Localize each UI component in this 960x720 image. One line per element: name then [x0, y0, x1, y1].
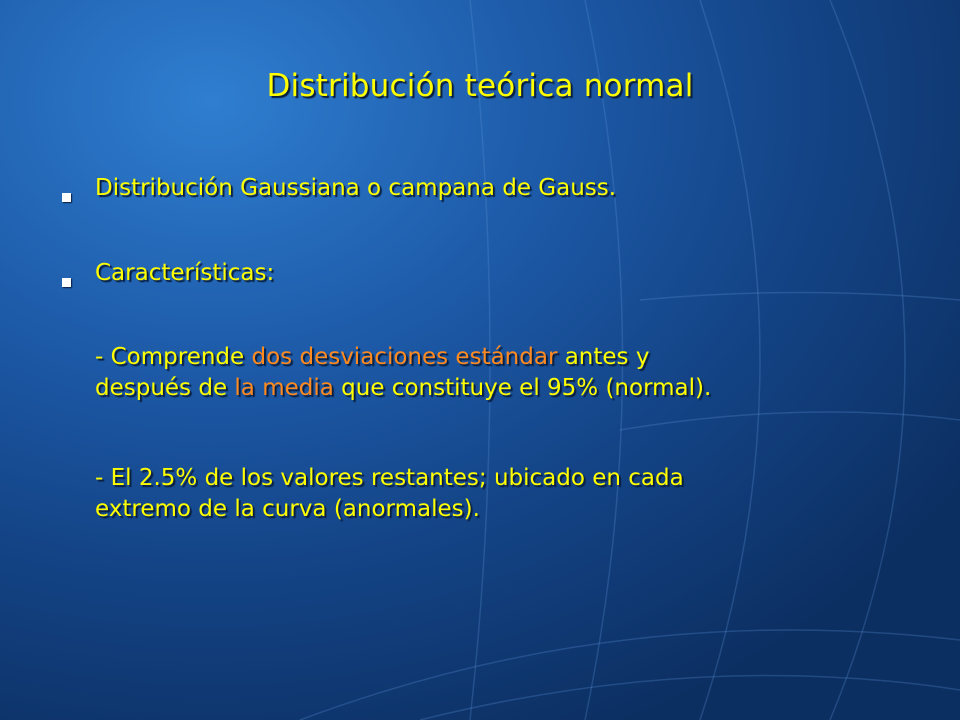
sub-point-line [95, 342, 649, 373]
bullet-marker [62, 193, 71, 202]
text-run: que constituye el 95% (normal). [333, 375, 712, 401]
bullet-text: Características: [95, 260, 275, 286]
slide-title: Distribución teórica normal [266, 68, 694, 104]
sub-point-line: - El 2.5% de los valores restantes; ubicado en cada [95, 465, 684, 491]
bullet-text: Distribución Gaussiana o campana de Gauss. [95, 175, 617, 201]
text-run: antes y [557, 344, 650, 370]
highlight-text: dos desviaciones estándar [251, 344, 558, 370]
sub-point-line [95, 373, 711, 404]
highlight-text: la media [234, 375, 334, 401]
bullet-marker [62, 278, 71, 287]
text-run: después de [95, 375, 235, 401]
text-run: - Comprende [95, 344, 252, 370]
sub-point-line: extremo de la curva (anormales). [95, 496, 480, 522]
